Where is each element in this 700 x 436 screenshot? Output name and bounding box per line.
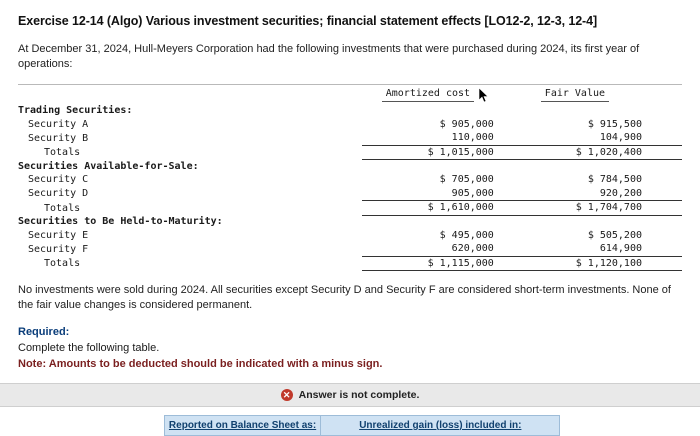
required-block <box>18 325 682 373</box>
section-heading: Securities Available-for-Sale: <box>18 160 199 172</box>
total-amortized: $ 1,610,000 <box>362 201 508 216</box>
total-amortized: $ 1,115,000 <box>362 256 508 271</box>
total-label: Totals <box>44 147 81 159</box>
after-table-note: No investments were sold during 2024. All securities except Security D and Security F are considered short-term investments. None of the fair value changes is considered permanent. <box>18 284 671 312</box>
total-fair: $ 1,704,700 <box>508 201 682 216</box>
section-heading-row <box>18 104 682 118</box>
row-fair: $ 784,500 <box>587 174 642 186</box>
total-amortized: $ 1,015,000 <box>362 145 508 160</box>
header-fair-value: Fair Value <box>508 87 682 105</box>
table-row <box>18 242 682 256</box>
section-heading: Trading Securities: <box>18 105 133 117</box>
row-amortized: 110,000 <box>362 131 508 145</box>
table-row <box>18 131 682 145</box>
x-circle-icon: ✕ <box>281 389 293 401</box>
answer-col-balance-sheet[interactable]: Reported on Balance Sheet as: <box>164 415 321 435</box>
section-heading: Securities to Be Held-to-Maturity: <box>18 216 223 228</box>
answer-table-blank-cell <box>0 415 164 435</box>
answer-table-blank-cell-right <box>560 415 700 435</box>
table-header-row <box>18 87 682 105</box>
row-amortized: 620,000 <box>362 242 508 256</box>
divider-top <box>18 84 682 85</box>
total-label: Totals <box>44 202 81 214</box>
row-fair: $ 915,500 <box>587 118 642 130</box>
section-heading-row <box>18 160 682 174</box>
answer-status-text: Answer is not complete. <box>298 388 420 401</box>
table-total-row <box>18 256 682 271</box>
row-amortized: 905,000 <box>362 187 508 201</box>
intro-text: At December 31, 2024, Hull-Meyers Corporation had the following investments that were purchased during 2024, its first year of operations: <box>18 43 640 70</box>
row-label: Security D <box>28 188 89 200</box>
row-label: Security C <box>28 174 89 186</box>
total-label: Totals <box>44 258 81 270</box>
row-fair: 104,900 <box>508 131 682 145</box>
table-total-row <box>18 201 682 216</box>
row-fair: 920,200 <box>508 187 682 201</box>
section-heading-row <box>18 215 682 229</box>
answer-table-header-row <box>0 415 700 435</box>
page-title: Exercise 12-14 (Algo) Various investment securities; financial statement effects [LO12-2, 12-3, 12-4] <box>18 14 598 28</box>
total-fair: $ 1,120,100 <box>508 256 682 271</box>
answer-status-bar <box>0 383 700 407</box>
row-label: Security F <box>28 243 89 255</box>
row-label: Security A <box>28 118 89 130</box>
required-label: Required: <box>18 325 70 338</box>
row-label: Security B <box>28 132 89 144</box>
answer-table <box>0 415 700 436</box>
answer-col-unrealized[interactable]: Unrealized gain (loss) included in: <box>321 415 560 435</box>
table-total-row <box>18 145 682 160</box>
row-fair: 614,900 <box>508 242 682 256</box>
row-fair: $ 505,200 <box>587 229 642 241</box>
header-amortized-cost: Amortized cost <box>362 87 508 105</box>
investments-table <box>18 87 682 272</box>
table-row <box>18 187 682 201</box>
total-fair: $ 1,020,400 <box>508 145 682 160</box>
row-amortized: $ 495,000 <box>439 229 494 241</box>
required-instruction: Complete the following table. <box>18 341 160 354</box>
row-amortized: $ 905,000 <box>439 118 494 130</box>
row-label: Security E <box>28 229 89 241</box>
table-row <box>18 229 682 243</box>
header-blank <box>18 87 362 105</box>
required-note: Note: Amounts to be deducted should be indicated with a minus sign. <box>18 357 383 370</box>
row-amortized: $ 705,000 <box>439 174 494 186</box>
table-row <box>18 173 682 187</box>
table-row <box>18 118 682 132</box>
